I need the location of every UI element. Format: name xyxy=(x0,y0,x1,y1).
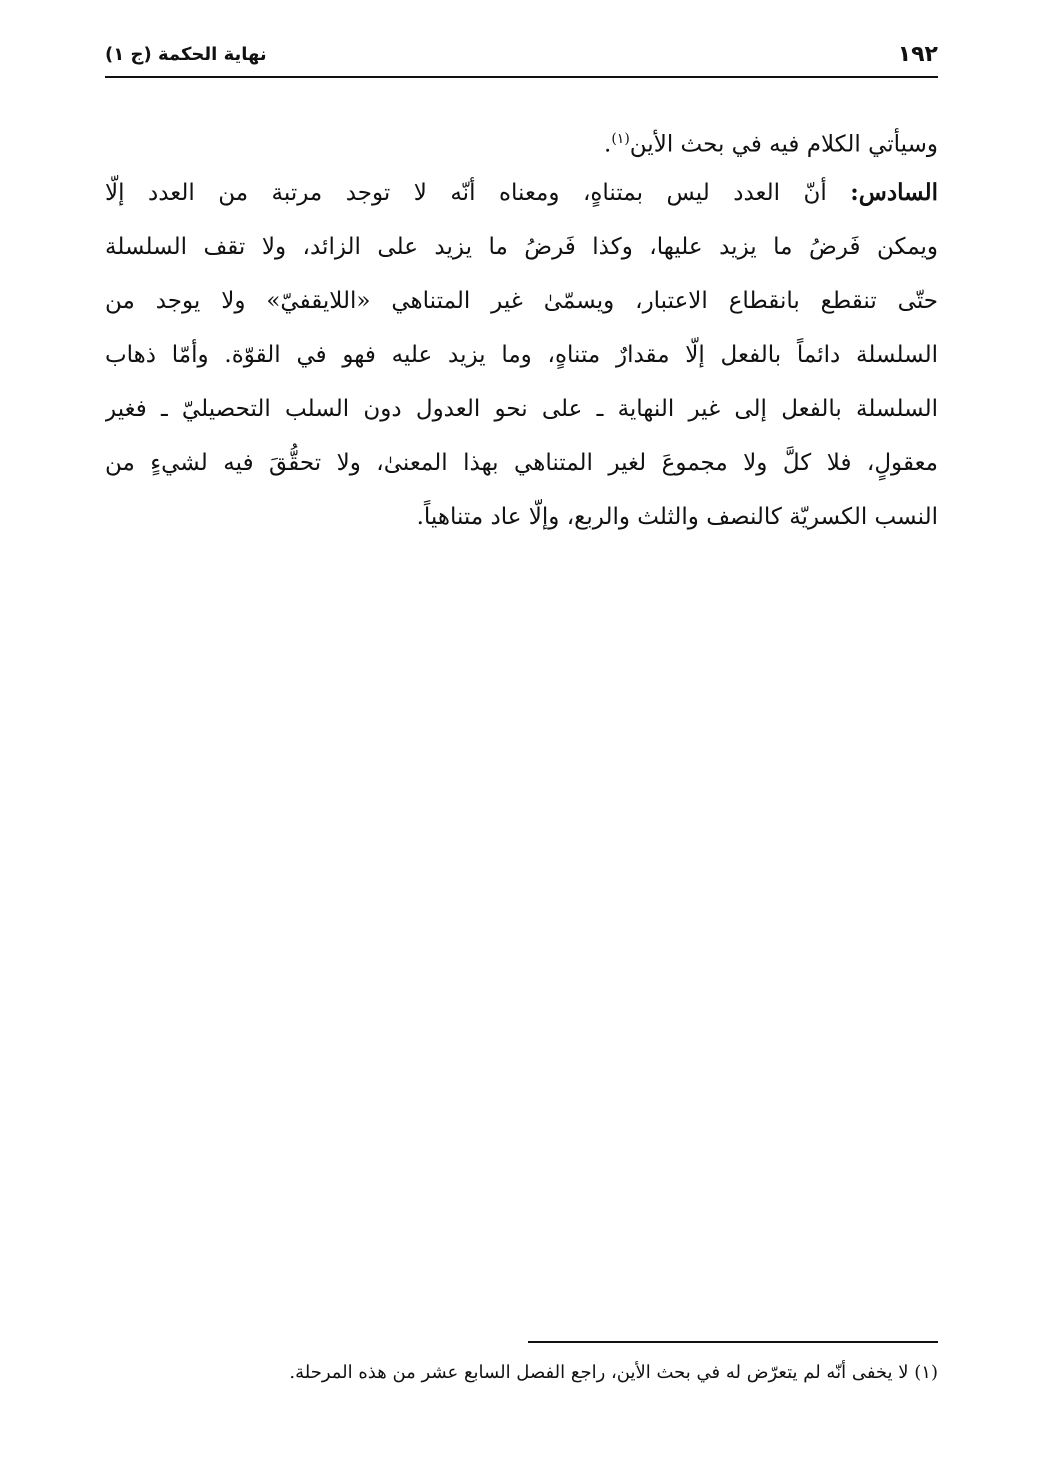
text-line-7: معقولٍ، فلا كلَّ ولا مجموعَ لغير المتناهي بهذا المعنىٰ، ولا تحقُّقَ فيه لشيءٍ من xyxy=(105,450,938,476)
text-line-4: حتّى تنقطع بانقطاع الاعتبار، ويسمّىٰ غير المتناهي «اللايقفيّ» ولا يوجد من xyxy=(105,288,938,314)
text-line-2 xyxy=(105,166,938,220)
line-end-punctuation: . xyxy=(604,131,612,158)
text-line-1 xyxy=(105,112,938,166)
line-text: أنّ العدد ليس بمتناهٍ، ومعناه أنّه لا توجد مرتبة من العدد إلّا xyxy=(105,180,851,206)
footnote: (١) لا يخفى أنّه لم يتعرّض له في بحث الأين، راجع الفصل السابع عشر من هذه المرحلة. xyxy=(289,1362,938,1383)
line-text: وسيأتي الكلام فيه في بحث الأين xyxy=(629,131,938,158)
text-line-5: السلسلة دائماً بالفعل إلّا مقدارٌ متناهٍ، وما يزيد عليه فهو في القوّة. وأمّا ذهاب xyxy=(105,342,938,368)
footnote-reference: (١) xyxy=(611,131,630,147)
page-number: ١٩٢ xyxy=(897,42,938,67)
running-title: نهاية الحكمة (ج ١) xyxy=(105,44,267,65)
section-lead: السادس: xyxy=(850,179,938,206)
text-line-3: ويمكن فَرضُ ما يزيد عليها، وكذا فَرضُ ما يزيد على الزائد، ولا تقف السلسلة xyxy=(105,234,938,260)
body-text xyxy=(105,112,938,544)
page-header xyxy=(105,40,938,78)
footnote-separator xyxy=(528,1341,938,1343)
text-line-8: النسب الكسريّة كالنصف والثلث والربع، وإلّا عاد متناهياً. xyxy=(416,504,938,530)
text-line-6: السلسلة بالفعل إلى غير النهاية ـ على نحو العدول دون السلب التحصيليّ ـ فغير xyxy=(105,396,938,422)
